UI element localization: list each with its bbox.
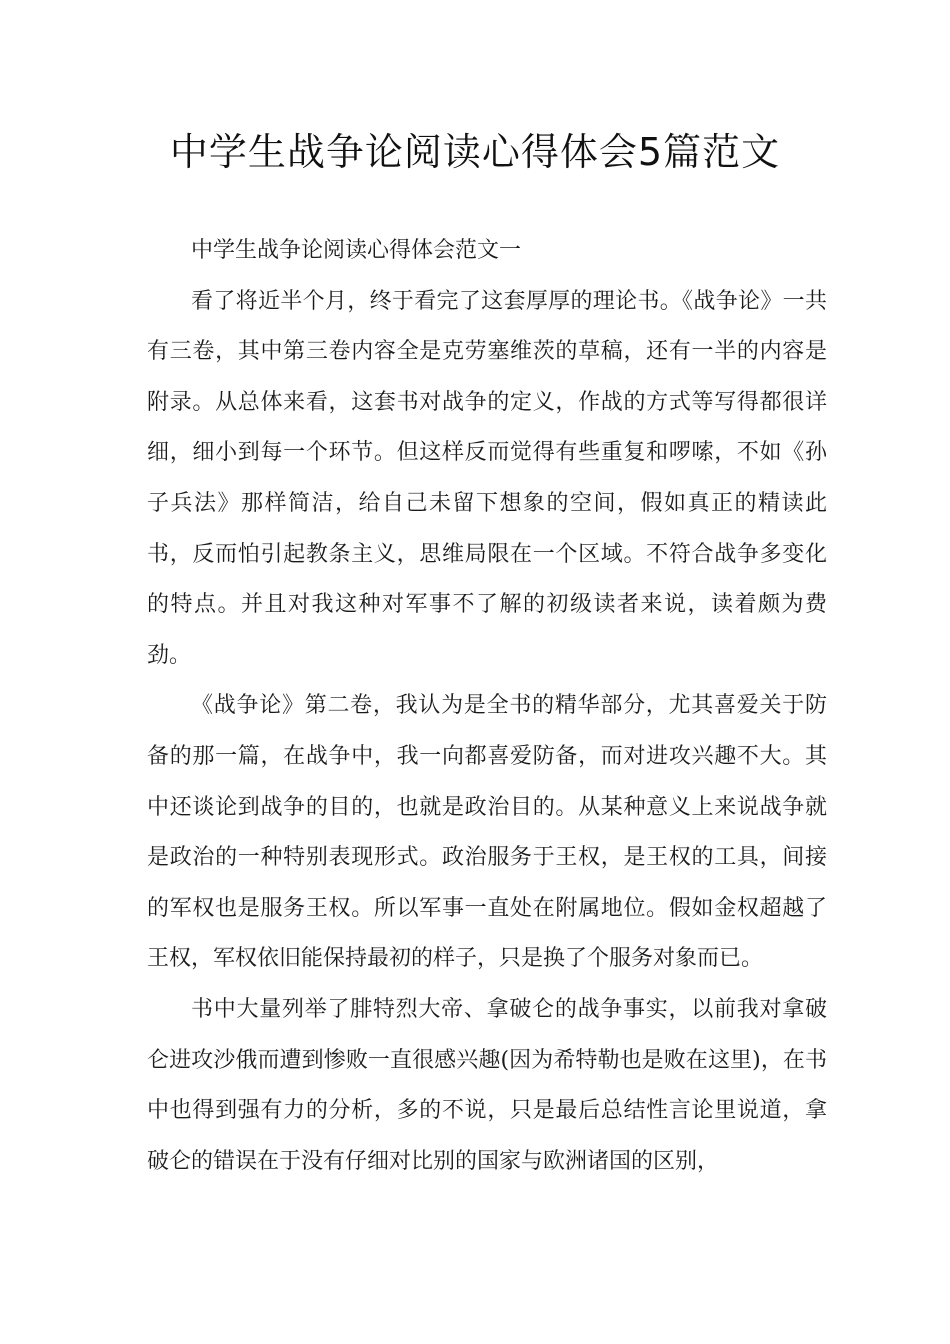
paragraph-2: 《战争论》第二卷，我认为是全书的精华部分，尤其喜爱关于防备的那一篇，在战争中，我一向都喜爱防备，而对进攻兴趣不大。其中还谈论到战争的目的，也就是政治目的。从某种意义上来说战争就是政治的一种特别表现形式。政治服务于王权，是王权的工具，间接的军权也是服务王权。所以军事一直处在附属地位。假如金权超越了王权，军权依旧能保持最初的样子，只是换了个服务对象而已。	[147, 693, 827, 972]
document-body	[147, 226, 827, 1187]
paragraph-1: 看了将近半个月，终于看完了这套厚厚的理论书。《战争论》一共有三卷，其中第三卷内容全是克劳塞维茨的草稿，还有一半的内容是附录。从总体来看，这套书对战争的定义，作战的方式等写得都很详细，细小到每一个环节。但这样反而觉得有些重复和啰嗦，不如《孙子兵法》那样简洁，给自己未留下想象的空间，假如真正的精读此书，反而怕引起教条主义，思维局限在一个区域。不符合战争多变化的特点。并且对我这种对军事不了解的初级读者来说，读着颇为费劲。	[147, 288, 827, 668]
section-heading: 中学生战争论阅读心得体会范文一	[191, 238, 522, 263]
document-title: 中学生战争论阅读心得体会5篇范文	[169, 130, 781, 174]
paragraph-3: 书中大量列举了腓特烈大帝、拿破仑的战争事实，以前我对拿破仑进攻沙俄而遭到惨败一直很感兴趣(因为希特勒也是败在这里)，在书中也得到强有力的分析，多的不说，只是最后总结性言论里说道，拿破仑的错误在于没有仔细对比别的国家与欧洲诸国的区别，	[147, 996, 827, 1174]
